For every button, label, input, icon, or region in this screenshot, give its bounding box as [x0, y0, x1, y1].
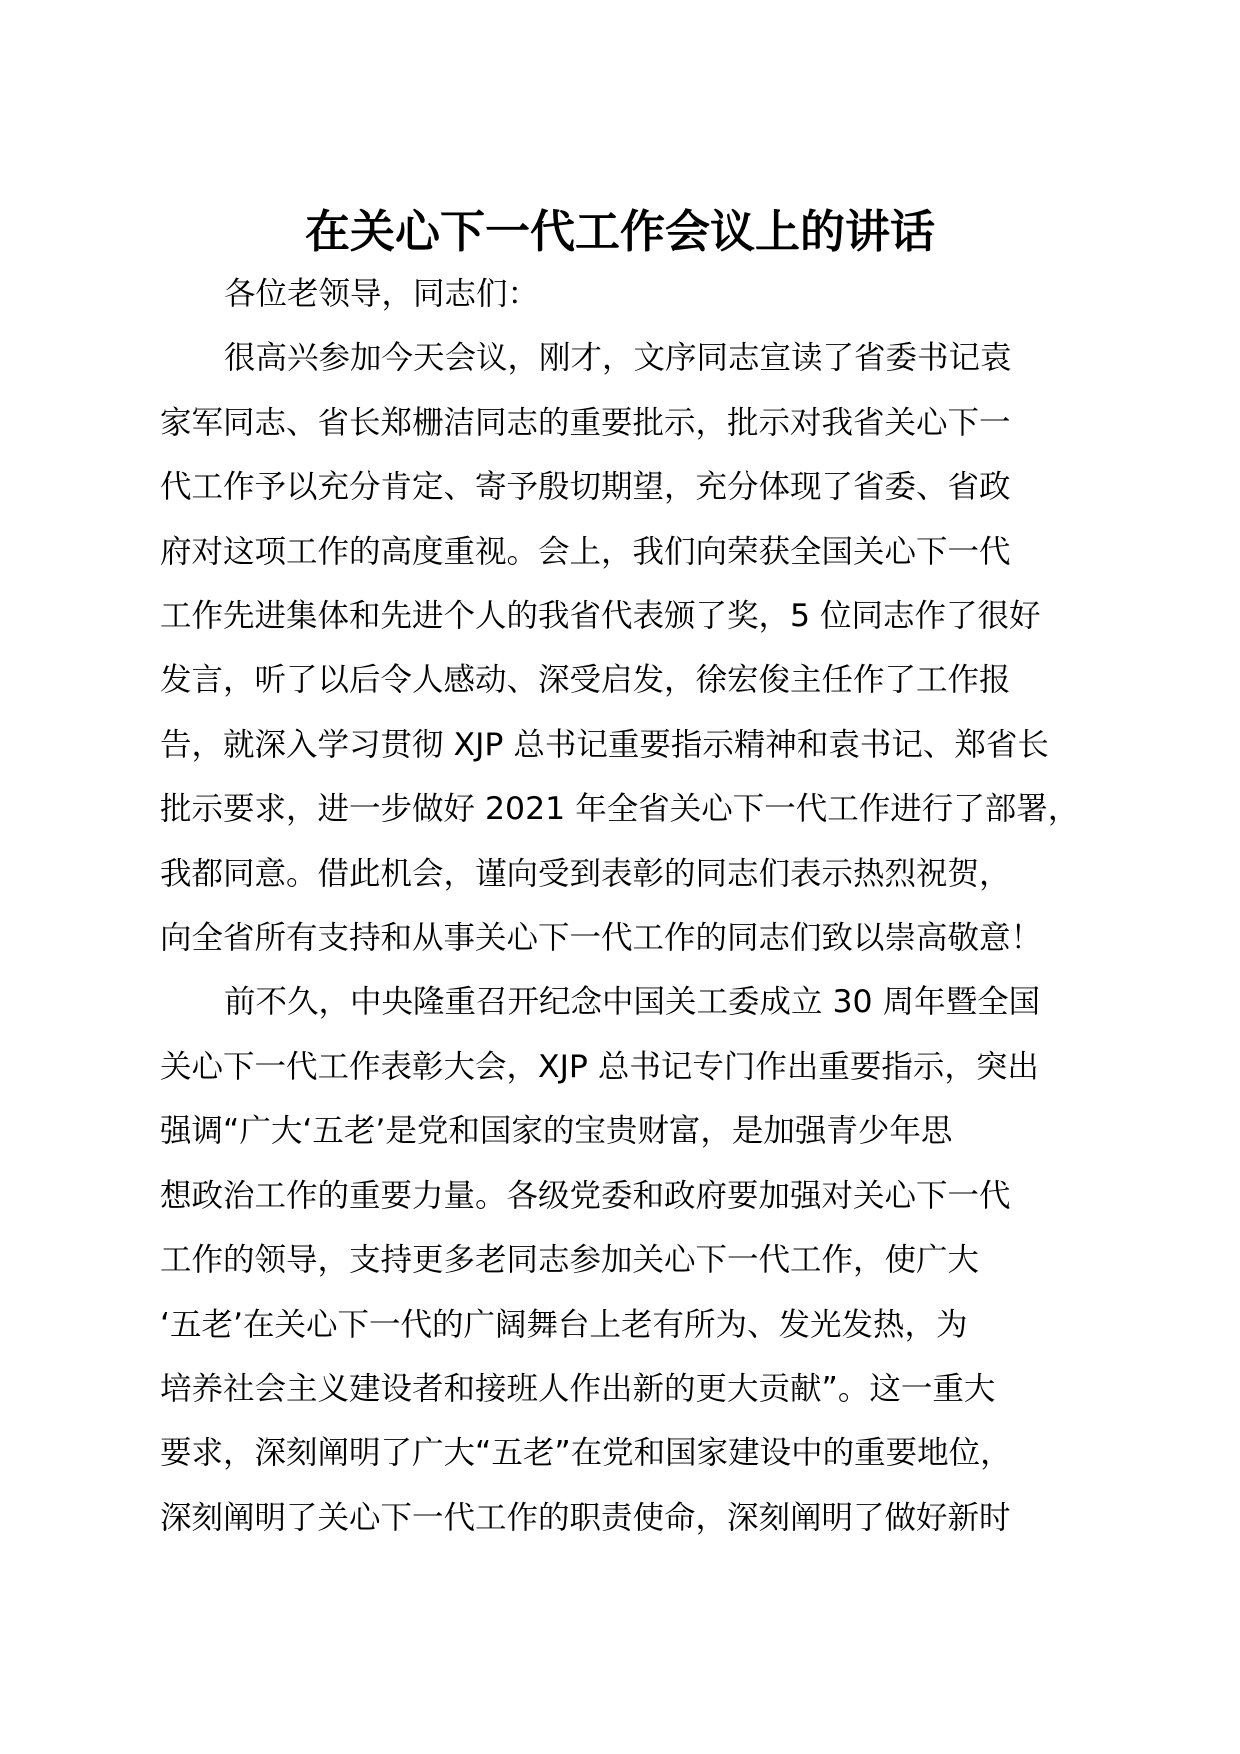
salutation: [160, 262, 1120, 326]
text-line: 批示要求，进一步做好 2021 年全省关心下一代工作进行了部署，: [160, 791, 1080, 828]
text-line: ‘五老’在关心下一代的广阔舞台上老有所为、发光发热，为: [160, 1306, 968, 1343]
text-line: 前不久，中央隆重召开纪念中国关工委成立 30 周年暨全国: [224, 984, 1041, 1021]
text-line: 府对这项工作的高度重视。会上，我们向荣获全国关心下一代: [160, 533, 1011, 570]
text-line: 代工作予以充分肯定、寄予殷切期望，充分体现了省委、省政: [160, 469, 1011, 506]
text-line: 关心下一代工作表彰大会，XJP 总书记专门作出重要指示，突出: [160, 1048, 1039, 1085]
paragraph-2: [160, 970, 1120, 1550]
text-line: 工作先进集体和先进个人的我省代表颁了奖，5 位同志作了很好: [160, 598, 1041, 635]
text-line: 想政治工作的重要力量。各级党委和政府要加强对关心下一代: [160, 1177, 1011, 1214]
text-line: 我都同意。借此机会，谨向受到表彰的同志们表示热烈祝贺，: [160, 855, 1011, 892]
text-line: 要求，深刻阐明了广大“五老”在党和国家建设中的重要地位，: [160, 1435, 1012, 1472]
speech-body: [160, 262, 1120, 1550]
text-line: 发言，听了以后令人感动、深受启发，徐宏俊主任作了工作报: [160, 662, 1011, 699]
text-line: 很高兴参加今天会议，刚才，文序同志宣读了省委书记袁: [224, 340, 1012, 377]
text-line: 强调“广大‘五老’是党和国家的宝贵财富，是加强青少年思: [160, 1113, 953, 1150]
text-line: 工作的领导，支持更多老同志参加关心下一代工作，使广大: [160, 1242, 980, 1279]
text-line: 培养社会主义建设者和接班人作出新的更大贡献”。这一重大: [160, 1370, 996, 1407]
text-line: 家军同志、省长郑栅洁同志的重要批示，批示对我省关心下一: [160, 404, 1011, 441]
text-line: 向全省所有支持和从事关心下一代工作的同志们致以崇高敬意！: [160, 920, 1043, 957]
paragraph-1: [160, 326, 1120, 970]
page-title: 在关心下一代工作会议上的讲话: [304, 205, 935, 258]
text-line: 告，就深入学习贯彻 XJP 总书记重要指示精神和袁书记、郑省长: [160, 726, 1049, 763]
text-line: 各位老领导，同志们：: [224, 276, 540, 312]
text-line: 深刻阐明了关心下一代工作的职责使命，深刻阐明了做好新时: [160, 1499, 1011, 1536]
